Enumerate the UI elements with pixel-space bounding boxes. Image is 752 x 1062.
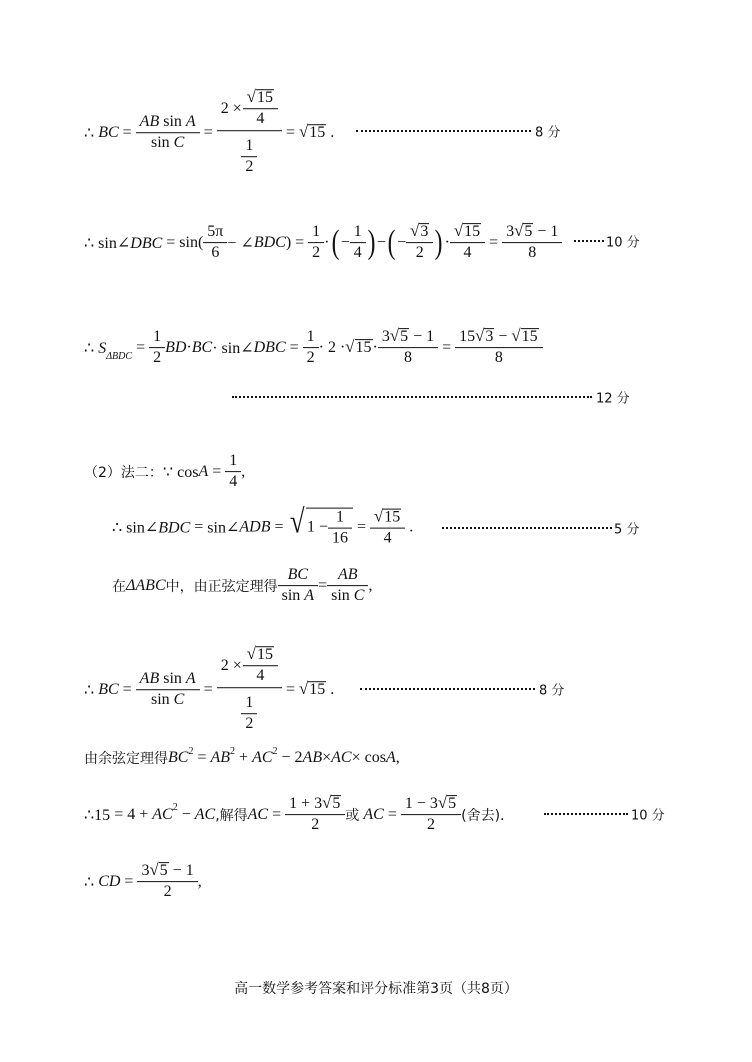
law-of-cosines-line: 由余弦定理得 BC 2 = AB 2 + AC 2 − 2 AB × AC × cos A , <box>84 745 400 767</box>
score-mark-10: 10 分 <box>606 235 640 251</box>
equation-bc-2: ∴ BC = $\frac{\text{AB sin A}}{\text{sin C}}$ = 2 × √ 15 4 $\frac{1}{2}$ = √ 15 . <box>84 644 335 733</box>
score-leader <box>356 130 531 132</box>
page-footer: 高一数学参考答案和评分标准第3页（共8页） <box>234 981 518 997</box>
equation-cd: ∴ CD = 3 √ 5 − 1 2 , <box>84 860 202 901</box>
equation-sin-dbc: ∴ sin∠DBC = sin( $\frac{5\pi}{6}$ − ∠ BDC ) = $\frac{1}{2}$ · ( − $\frac{1}{4}$ ) − ( − √ 3 2 ) · √ 15 4 = 3 √ 5 − 1 8 <box>84 223 562 263</box>
score-mark-10b: 10 分 <box>631 808 665 824</box>
equation-bc-1: ∴ BC = $\frac{\text{AB sin A}}{\text{sin C}}$ = 2 × √ 15 4 $\frac{1}{2}$ = √ 15 . <box>84 87 335 176</box>
score-mark-5: 5 分 <box>614 522 640 538</box>
score-leader <box>232 396 592 398</box>
score-leader <box>574 240 604 242</box>
score-mark-8b: 8 分 <box>539 683 565 699</box>
equation-solve-ac: ∴15 = 4 + AC 2 − AC ,解得 AC = 1 + 3 √ 5 2 或 AC = 1 − 3 √ 5 2 (舍去). <box>84 793 505 834</box>
method-two-header: （2）法二： ∵ cos A = $\frac{1}{4}$ , <box>84 452 246 491</box>
equation-area-bdc: ∴ $S_{\Delta BDC}$ = $\frac{1}{2}$ BD · BC · sin∠ DBC = $\frac{1}{2}$ · 2 · √ 15 · 3 √ 5 − 1 8 = 15 √ 3 − √ 15 8 <box>84 328 543 368</box>
equation-sin-bdc: ∴ sin∠BDC = sin∠ ADB = √ 1 − $\frac{1}{16}$ = √ 15 4 . <box>112 503 414 547</box>
score-leader <box>544 813 628 815</box>
score-mark-12: 12 分 <box>596 391 630 407</box>
score-leader <box>442 527 612 529</box>
score-mark-8: 8 分 <box>535 125 561 141</box>
law-of-sines-line: 在 ΔABC 中，由正弦定理得 $\frac{BC}{\text{sin A}}$ = $\frac{AB}{\text{sin C}}$ , <box>112 566 373 605</box>
score-leader <box>360 688 535 690</box>
